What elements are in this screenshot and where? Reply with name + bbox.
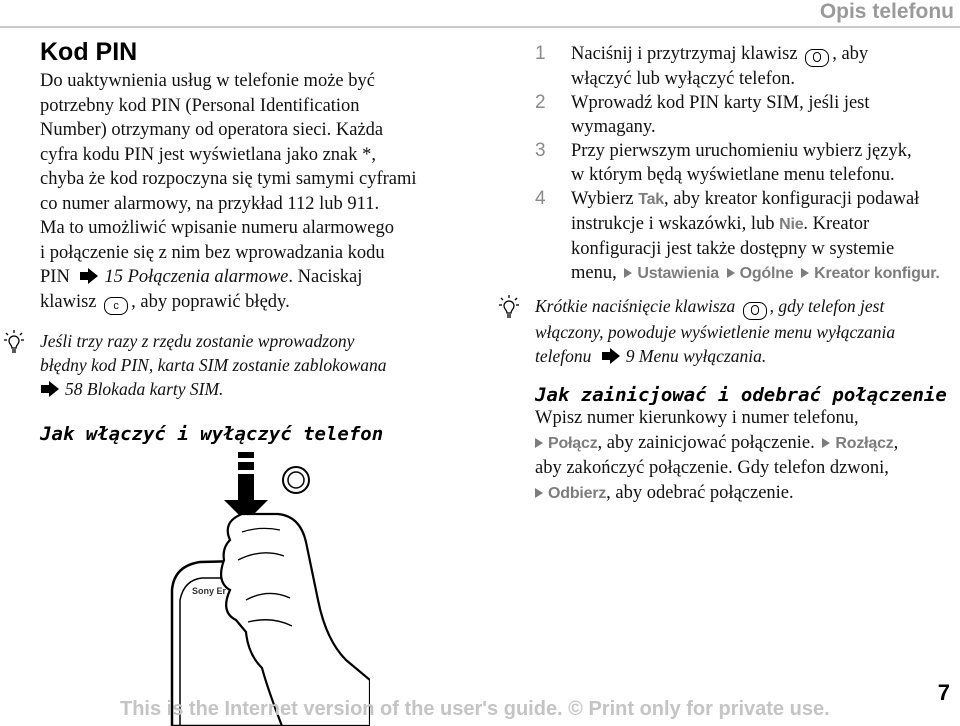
step-item: 3 Przy pierwszym uruchomieniu wybierz język, w którym będą wyświetlane menu telefonu. (535, 140, 912, 185)
menu-arrow-icon (822, 438, 830, 448)
pin-ref-line: PIN 15 Połączenia alarmowe. Naciskaj (40, 267, 363, 287)
startup-steps (535, 42, 960, 286)
clear-key-icon: c (104, 297, 128, 315)
right-column (535, 42, 960, 506)
left-column (40, 38, 480, 445)
no-option[interactable]: Nie (779, 216, 804, 233)
footer-note: This is the Internet version of the user's guide. © Print only for private use. (120, 698, 830, 720)
pin-line: cyfra kodu PIN jest wyświetlana jako znak *, (40, 144, 376, 165)
reference-arrow-icon (79, 268, 99, 284)
page-header (0, 0, 960, 28)
sim-lock-reference-link[interactable]: 58 Blokada karty SIM. (65, 378, 224, 399)
end-call-option[interactable]: Rozłącz (835, 434, 894, 452)
pin-heading: Kod PIN (40, 38, 138, 66)
section-title: Opis telefonu (819, 0, 954, 23)
power-key-icon (743, 302, 767, 320)
page-number: 7 (937, 680, 950, 705)
power-key-illustration (150, 440, 370, 726)
pin-last-line: klawisz c , aby poprawić błędy. (40, 290, 480, 315)
yes-option[interactable]: Tak (638, 191, 664, 208)
step-number: 1 (535, 43, 546, 64)
tip-line: błędny kod PIN, karta SIM zostanie zablokowana (40, 354, 387, 375)
step-number: 4 (535, 188, 546, 209)
call-option[interactable]: Połącz (548, 434, 598, 452)
onoff-heading: Jak włączyć i wyłączyć telefon (40, 422, 384, 445)
pin-line: potrzebny kod PIN (Personal Identification (40, 95, 360, 116)
step-item: 2 Wprowadź kod PIN karty SIM, jeśli jest wymagany. (535, 92, 870, 137)
poweroff-menu-reference-link[interactable]: 9 Menu wyłączania. (625, 346, 767, 366)
reference-arrow-icon (601, 348, 621, 364)
menu-arrow-icon (535, 438, 543, 448)
menu-settings[interactable]: Ustawienia (637, 265, 719, 282)
menu-arrow-icon (624, 268, 632, 278)
pin-reference-link[interactable]: 15 Połączenia alarmowe (104, 267, 289, 287)
tip-bulb-icon (497, 294, 521, 322)
step-item: 4 Wybierz Tak, aby kreator konfiguracji podawał instrukcje i wskazówki, lub Nie. Kreator konfiguracji jest także dostępny w systemie menu, Ustawienia Ogólne Kreator konfigur. (535, 188, 940, 283)
poweroff-tip: Krótkie naciśnięcie klawisza , gdy telefon jest włączony, powoduje wyświetlenie menu wyłączania telefonu 9 Menu wyłączania. (535, 294, 960, 368)
tip-bulb-icon (2, 329, 26, 357)
call-paragraph: Wpisz numer kierunkowy i numer telefonu, Połącz, aby zainicjować połączenie. Rozłącz, aby zakończyć połączenie. Gdy telefon dzwoni, Odbierz, aby odebrać połączenie. (535, 408, 899, 503)
pin-line: i połączenie się z nim bez wprowadzania kodu (40, 242, 385, 263)
reference-arrow-icon (40, 381, 60, 397)
menu-arrow-icon (535, 488, 543, 498)
call-heading: Jak zainicjować i odebrać połączenie (535, 384, 947, 406)
pin-tip (40, 329, 480, 401)
menu-arrow-icon (727, 268, 735, 278)
pin-line: Ma to umożliwić wpisanie numeru alarmowego (40, 218, 394, 238)
menu-setup-wizard[interactable]: Kreator konfigur. (814, 265, 940, 282)
step-item: 1 Naciśnij i przytrzymaj klawisz , aby włączyć lub wyłączyć telefon. (535, 43, 869, 89)
tip-ref-line (40, 377, 480, 401)
step-number: 3 (535, 140, 546, 161)
menu-arrow-icon (801, 268, 809, 278)
tip-line: Jeśli trzy razy z rzędu zostanie wprowadzony (40, 330, 355, 351)
pin-line: co numer alarmowy, na przykład 112 lub 911. (40, 193, 380, 214)
header-rule (0, 26, 960, 28)
pin-paragraph (40, 69, 480, 315)
pin-line: Number) otrzymany od operatora sieci. Każda (40, 120, 384, 140)
menu-general[interactable]: Ogólne (739, 265, 794, 282)
phone-brand: Sony Er (192, 586, 227, 596)
step-number: 2 (535, 92, 546, 113)
power-key-icon (805, 49, 829, 67)
pin-line: chyba że kod rozpoczyna się tymi samymi cyframi (40, 169, 417, 189)
answer-option[interactable]: Odbierz (548, 484, 607, 502)
pin-line: Do uaktywnienia usług w telefonie może być (40, 71, 375, 91)
